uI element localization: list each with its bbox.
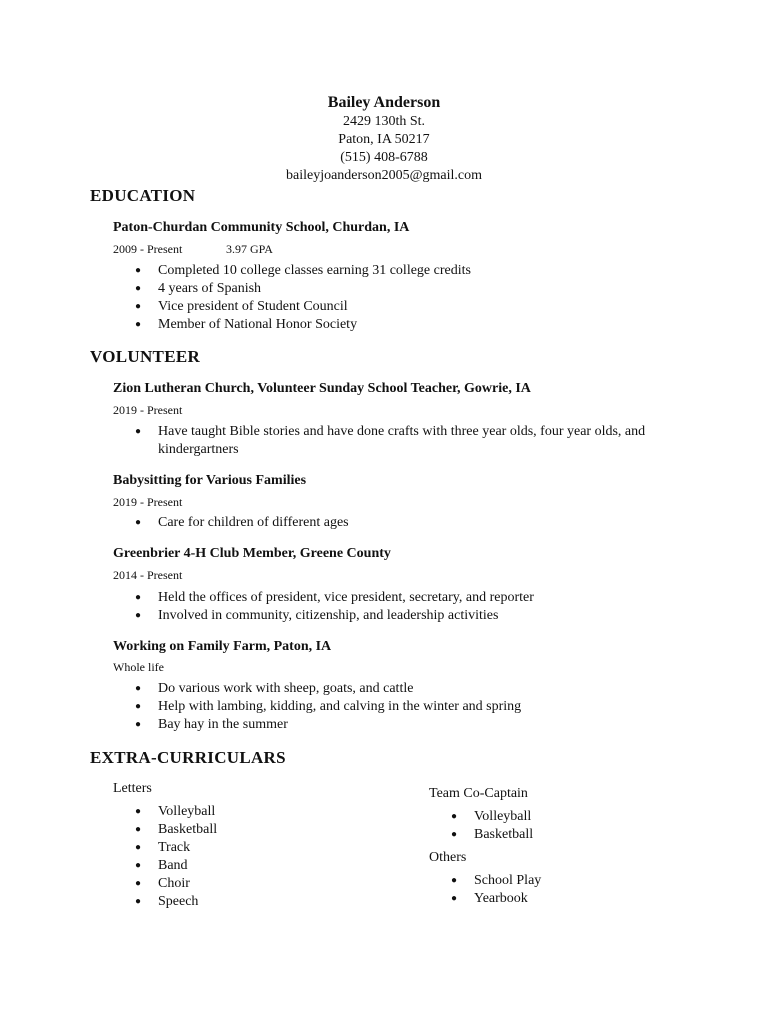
list-item: ● Involved in community, citizenship, and leadership activities	[135, 607, 675, 625]
list-item: ● Volleyball	[135, 803, 355, 821]
team-co-captain-label: Team Co-Captain	[429, 786, 528, 801]
entry-title-babysitting: Babysitting for Various Families	[113, 473, 307, 488]
section-heading-education: EDUCATION	[90, 186, 196, 205]
others-bullet-list	[451, 872, 671, 908]
entry-title-school: Paton-Churdan Community School, Churdan, IA	[113, 220, 410, 235]
church-bullet-list	[135, 423, 675, 459]
entry-title-family-farm: Working on Family Farm, Paton, IA	[113, 639, 332, 654]
co-captain-bullet-list	[451, 808, 671, 844]
list-item: ● Do various work with sheep, goats, and cattle	[135, 680, 675, 698]
contact-header	[0, 93, 768, 185]
list-item: ● Speech	[135, 893, 355, 911]
entry-title-4h-club: Greenbrier 4-H Club Member, Greene County	[113, 546, 391, 561]
entry-dates-church: 2019 - Present	[113, 403, 183, 417]
list-item: ● Basketball	[135, 821, 355, 839]
section-heading-volunteer: VOLUNTEER	[90, 347, 201, 366]
list-item: ● Help with lambing, kidding, and calving in the winter and spring	[135, 698, 675, 716]
education-bullet-list	[135, 262, 675, 334]
4h-club-bullet-list	[135, 589, 675, 625]
entry-dates-4h-club: 2014 - Present	[113, 568, 183, 582]
applicant-name: Bailey Anderson	[327, 94, 441, 111]
letters-label: Letters	[113, 781, 152, 796]
city-state-zip: Paton, IA 50217	[338, 132, 430, 147]
list-item: ● Care for children of different ages	[135, 514, 675, 532]
family-farm-bullet-list	[135, 680, 675, 734]
babysitting-bullet-list	[135, 514, 675, 532]
entry-dates-babysitting: 2019 - Present	[113, 495, 183, 509]
list-item: ● Completed 10 college classes earning 31 college credits	[135, 262, 675, 280]
list-item: ● Bay hay in the summer	[135, 716, 675, 734]
letters-bullet-list	[135, 803, 355, 911]
others-label: Others	[429, 850, 467, 865]
list-item: ● Held the offices of president, vice president, secretary, and reporter	[135, 589, 675, 607]
gpa-value: 3.97 GPA	[226, 242, 273, 256]
phone-number: (515) 408-6788	[340, 150, 428, 165]
list-item: ● Band	[135, 857, 355, 875]
entry-title-church: Zion Lutheran Church, Volunteer Sunday School Teacher, Gowrie, IA	[113, 381, 531, 396]
street-address: 2429 130th St.	[342, 114, 426, 129]
list-item: ● 4 years of Spanish	[135, 280, 675, 298]
email-address: baileyjoanderson2005@gmail.com	[285, 168, 482, 183]
section-heading-extracurriculars: EXTRA-CURRICULARS	[90, 748, 286, 767]
list-item: ● Track	[135, 839, 355, 857]
list-item: ● Vice president of Student Council	[135, 298, 675, 316]
list-item: ● Choir	[135, 875, 355, 893]
entry-dates-family-farm: Whole life	[113, 660, 164, 674]
list-item: ● Volleyball	[451, 808, 671, 826]
list-item: ● School Play	[451, 872, 671, 890]
list-item: ● Yearbook	[451, 890, 671, 908]
list-item: ● Member of National Honor Society	[135, 316, 675, 334]
list-item: ● Basketball	[451, 826, 671, 844]
entry-dates-school: 2009 - Present	[113, 242, 183, 256]
list-item: ● Have taught Bible stories and have done crafts with three year olds, four year olds, and kindergartners	[135, 423, 675, 459]
